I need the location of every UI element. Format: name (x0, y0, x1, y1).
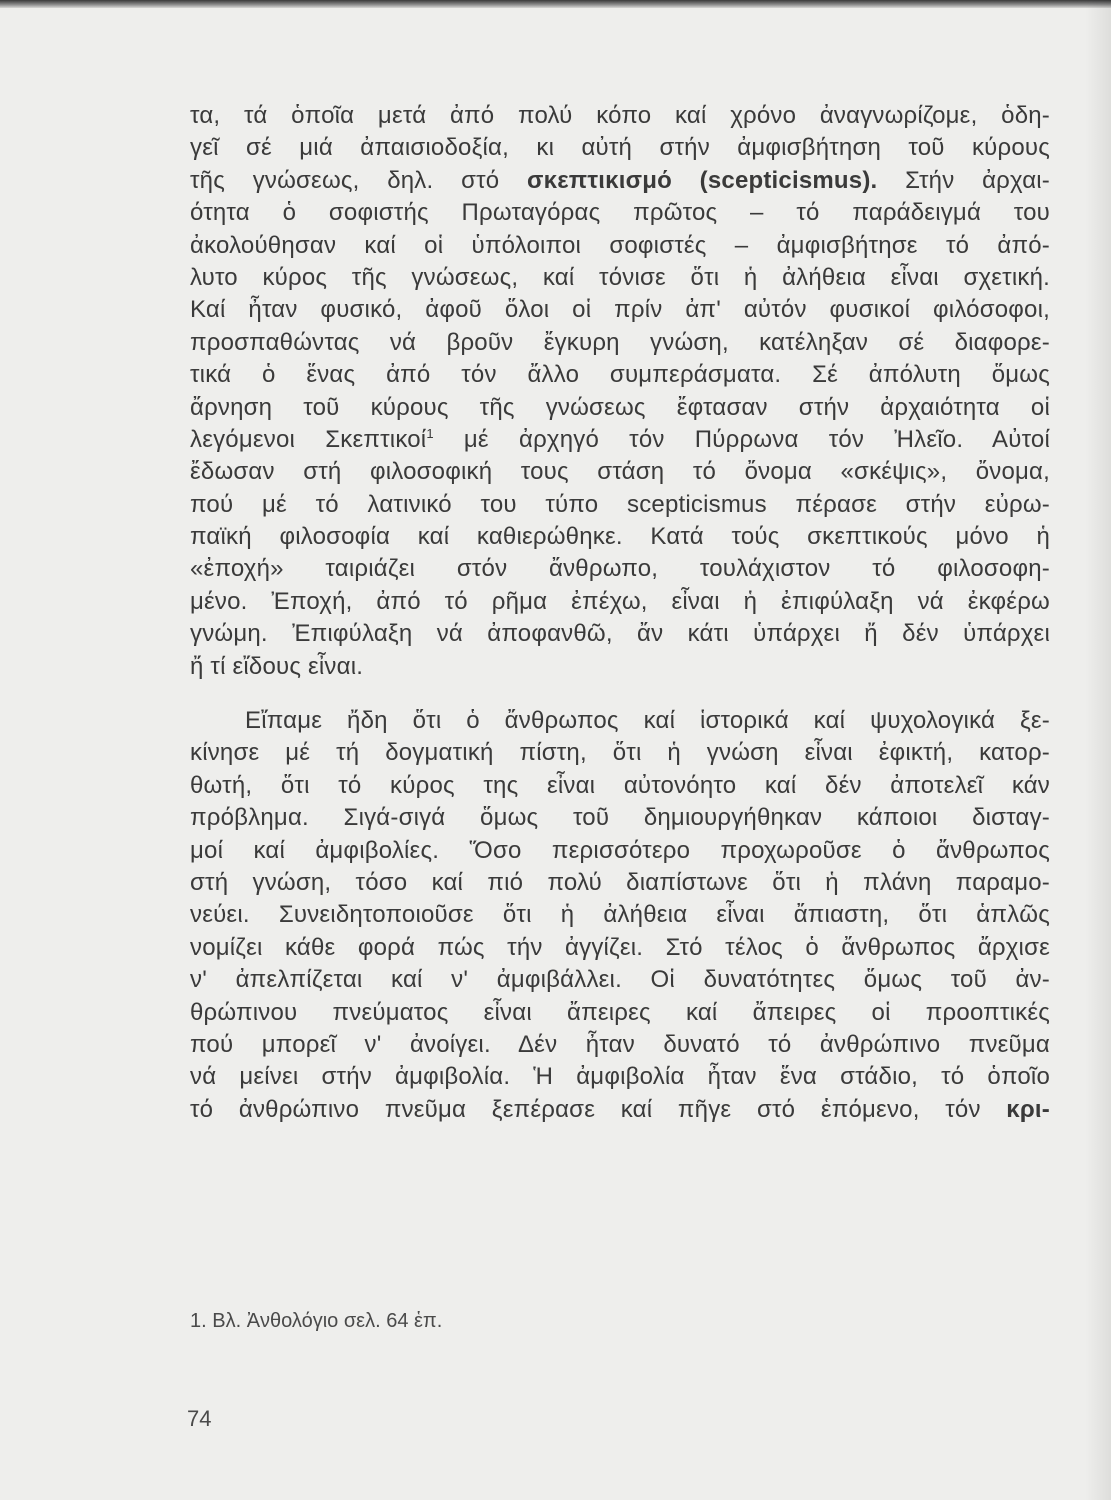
bold-term: σκεπτικισμό (scepticismus). (527, 166, 878, 194)
text-line: νομίζει κάθε φορά πώς τήν ἀγγίζει. Στό τέλος ὁ ἄνθρωπος ἄρχισε (190, 933, 1050, 961)
text-line: πού μπορεῖ ν' ἀνοίγει. Δέν ἦταν δυνατό τό ἀνθρώπινο πνεῦμα (190, 1030, 1050, 1058)
text-line (190, 1094, 1050, 1126)
text-line: μοί καί ἀμφιβολίες. Ὅσο περισσότερο προχωροῦσε ὁ ἄνθρωπος (190, 836, 1050, 864)
text-line: νά μείνει στήν ἀμφιβολία. Ἡ ἀμφιβολία ἦταν ἕνα στάδιο, τό ὁποῖο (190, 1063, 1050, 1091)
text-line: θωτή, ὅτι τό κύρος της εἶναι αὐτονόητο καί δέν ἀποτελεῖ κάν (190, 771, 1050, 799)
text-line: ν' ἀπελπίζεται καί ν' ἀμφιβάλλει. Οἱ δυνατότητες ὅμως τοῦ ἀν- (190, 966, 1050, 994)
page-top-edge (0, 0, 1111, 8)
paragraph-1 (190, 100, 1050, 683)
text-line: μένο. Ἐποχή, ἀπό τό ρῆμα ἐπέχω, εἶναι ἡ ἐπιφύλαξη νά ἐκφέρω (190, 587, 1050, 615)
text-line: γνώμη. Ἐπιφύλαξη νά ἀποφανθῶ, ἄν κάτι ὑπάρχει ἤ δέν ὑπάρχει (190, 620, 1050, 648)
text-line: προσπαθώντας νά βροῦν ἔγκυρη γνώση, κατέληξαν σέ διαφορε- (190, 328, 1050, 356)
text-line: πού μέ τό λατινικό του τύπο scepticismus πέρασε στήν εὐρω- (190, 490, 1050, 518)
text-line: ἔδωσαν στή φιλοσοφική τους στάση τό ὄνομα «σκέψις», ὄνομα, (190, 458, 1050, 486)
text-line (190, 165, 1050, 197)
paragraph-2 (190, 705, 1050, 1126)
text-run: λεγόμενοι Σκεπτικοί (190, 425, 427, 453)
text-line: Καί ἦταν φυσικό, ἀφοῦ ὅλοι οἱ πρίν ἀπ' αὐτόν φυσικοί φιλόσοφοι, (190, 296, 1050, 324)
footnote-marker: 1 (426, 425, 434, 441)
text-line: τα, τά ὁποῖα μετά ἀπό πολύ κόπο καί χρόνο ἀναγνωρίζομε, ὁδη- (190, 102, 1050, 129)
bold-term: κρι- (1006, 1095, 1050, 1123)
text-line: «ἐποχή» ταιριάζει στόν ἄνθρωπο, τουλάχιστον τό φιλοσοφη- (190, 555, 1050, 583)
text-line: τικά ὁ ἕνας ἀπό τόν ἄλλο συμπεράσματα. Σέ ἀπόλυτη ὅμως (190, 361, 1050, 389)
text-line (190, 424, 1050, 456)
text-line: κίνησε μέ τή δογματική πίστη, ὅτι ἡ γνώση εἶναι ἐφικτή, κατορ- (190, 739, 1050, 767)
text-line: ἤ τί εἴδους εἶναι. (190, 652, 364, 680)
text-line: ότητα ὁ σοφιστής Πρωταγόρας πρῶτος – τό παράδειγμά του (190, 199, 1050, 227)
page-number: 74 (187, 1406, 212, 1431)
text-line: λυτο κύρος τῆς γνώσεως, καί τόνισε ὅτι ἡ ἀλήθεια εἶναι σχετική. (190, 263, 1050, 291)
text-line: θρώπινου πνεύματος εἶναι ἄπειρες καί ἄπειρες οἱ προοπτικές (190, 998, 1050, 1026)
text-line: νεύει. Συνειδητοποιοῦσε ὅτι ἡ ἀλήθεια εἶναι ἄπιαστη, ὅτι ἁπλῶς (190, 901, 1050, 929)
text-line: ἄρνηση τοῦ κύρους τῆς γνώσεως ἔφτασαν στήν ἀρχαιότητα οἱ (190, 393, 1050, 421)
text-line: παϊκή φιλοσοφία καί καθιερώθηκε. Κατά τούς σκεπτικούς μόνο ἡ (190, 523, 1050, 551)
page-body (190, 100, 1050, 1126)
text-run: τό ἀνθρώπινο πνεῦμα ξεπέρασε καί πῆγε στό ἑπόμενο, τόν (190, 1095, 1007, 1123)
text-run: Στήν ἀρχαι- (877, 166, 1050, 194)
text-line: στή γνώση, τόσο καί πιό πολύ διαπίστωνε ὅτι ἡ πλάνη παραμο- (190, 868, 1050, 896)
text-run: μέ ἀρχηγό τόν Πύρρωνα τόν Ἠλεῖο. Αὐτοί (433, 425, 1050, 453)
footnote: 1. Βλ. Ἀνθολόγιο σελ. 64 ἑπ. (190, 1310, 443, 1332)
text-line: πρόβλημα. Σιγά-σιγά ὅμως τοῦ δημιουργήθηκαν κάποιοι δισταγ- (190, 804, 1050, 832)
text-line: Εἴπαμε ἤδη ὅτι ὁ ἄνθρωπος καί ἱστορικά καί ψυχολογικά ξε- (245, 707, 1050, 735)
text-run: τῆς γνώσεως, δηλ. στό (190, 166, 528, 194)
text-line: γεῖ σέ μιά ἀπαισιοδοξία, κι αὐτή στήν ἀμφισβήτηση τοῦ κύρους (190, 134, 1050, 162)
text-line: ἀκολούθησαν καί οἱ ὑπόλοιποι σοφιστές – ἀμφισβήτησε τό ἀπό- (190, 231, 1050, 259)
paragraph-gap (190, 683, 1050, 705)
page-right-shadow (1085, 0, 1111, 1500)
